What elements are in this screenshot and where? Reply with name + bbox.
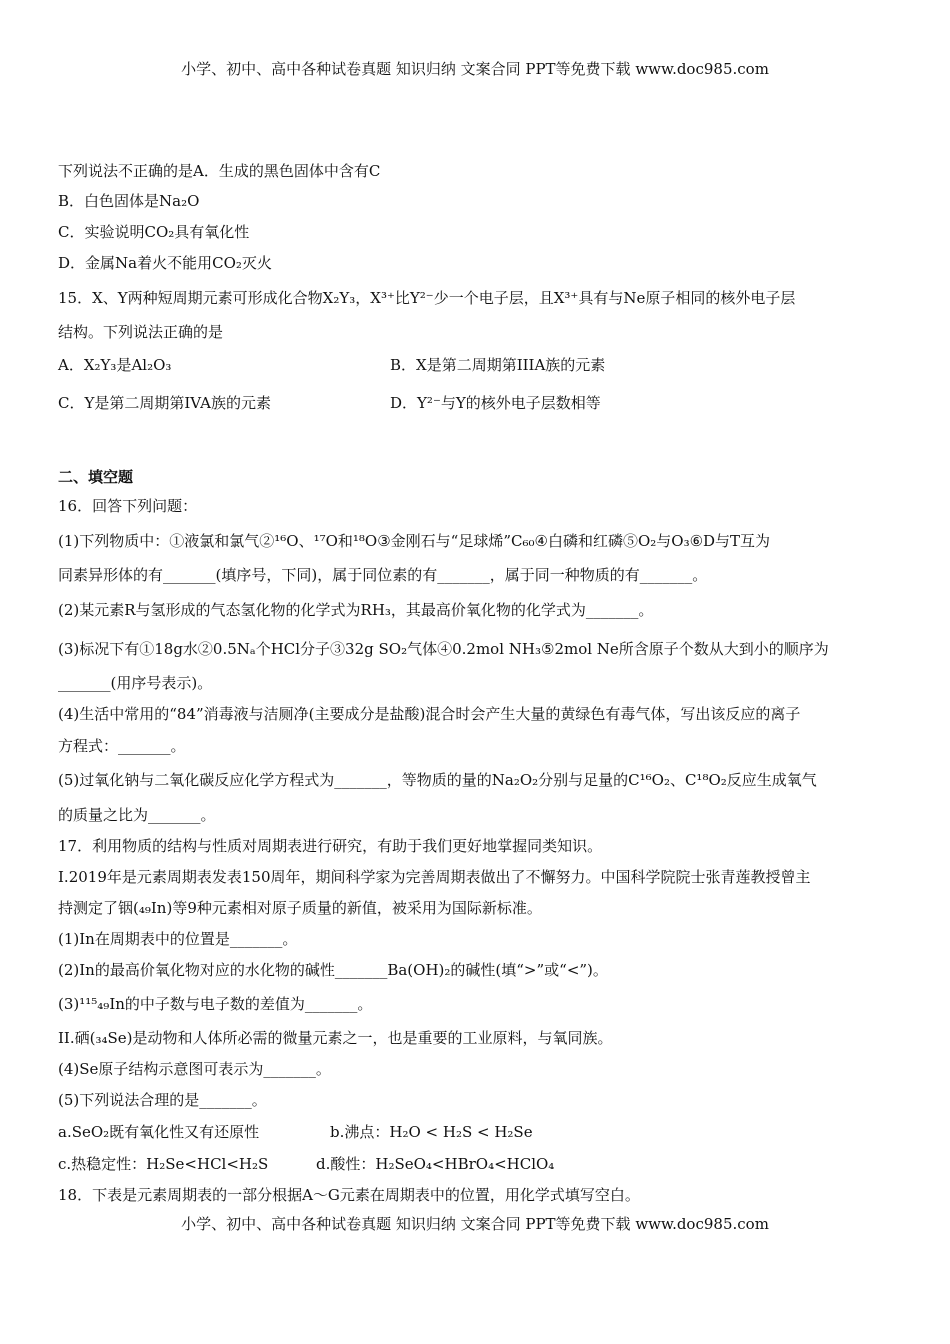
- q15-option-d: D．Y²⁻与Y的核外电子层数相等: [390, 394, 601, 412]
- q18-title: 18．下表是元素周期表的一部分根据A～G元素在周期表中的位置，用化学式填写空白。: [58, 1186, 640, 1204]
- q15-option-a: A．X₂Y₃是Al₂O₃: [58, 356, 172, 374]
- q16-part5-line1: (5)过氧化钠与二氧化碳反应化学方程式为_______，等物质的量的Na₂O₂分别与足量的C¹⁶O₂、C¹⁸O₂反应生成氧气: [58, 771, 817, 789]
- q16-part2: (2)某元素R与氢形成的气态氢化物的化学式为RH₃，其最高价氧化物的化学式为_______。: [58, 601, 654, 619]
- q16-part3-line2: _______(用序号表示)。: [58, 674, 213, 692]
- q16-part1-line1: (1)下列物质中：①液氯和氯气②¹⁶O、¹⁷O和¹⁸O③金刚石与“足球烯”C₆₀④白磷和红磷⑤O₂与O₃⑥D与T互为: [58, 532, 771, 550]
- q17-part4: (4)Se原子结构示意图可表示为_______。: [58, 1060, 331, 1078]
- q17-option-c: c.热稳定性：H₂Se<HCl<H₂S: [58, 1155, 269, 1173]
- page-header: 小学、初中、高中各种试卷真题 知识归纳 文案合同 PPT等免费下载 www.doc985.com: [181, 60, 769, 78]
- q15-option-b: B．X是第二周期第IIIA族的元素: [390, 356, 606, 374]
- q14-option-d: D．金属Na着火不能用CO₂灭火: [58, 254, 272, 272]
- section-title: 二、填空题: [58, 468, 134, 486]
- q17-option-b: b.沸点：H₂O < H₂S < H₂Se: [330, 1123, 533, 1141]
- q17-section-ii: II.硒(₃₄Se)是动物和人体所必需的微量元素之一，也是重要的工业原料，与氧同族。: [58, 1029, 613, 1047]
- q15-stem-line2: 结构。下列说法正确的是: [58, 323, 224, 341]
- q17-part2: (2)In的最高价氧化物对应的水化物的碱性_______Ba(OH)₂的碱性(填“>”或“<”)。: [58, 961, 608, 979]
- q17-intro-line2: 持测定了铟(₄₉In)等9种元素相对原子质量的新值，被采用为国际新标准。: [58, 899, 542, 917]
- q15-stem-line1: 15．X、Y两种短周期元素可形成化合物X₂Y₃，X³⁺比Y²⁻少一个电子层，且X³⁺具有与Ne原子相同的核外电子层: [58, 289, 796, 307]
- q16-part5-line2: 的质量之比为_______。: [58, 806, 216, 824]
- q14-stem: 下列说法不正确的是A．生成的黑色固体中含有C: [58, 162, 381, 180]
- q17-part5: (5)下列说法合理的是_______。: [58, 1091, 267, 1109]
- q16-part3-line1: (3)标况下有①18g水②0.5Nₐ个HCl分子③32g SO₂气体④0.2mol NH₃⑤2mol Ne所含原子个数从大到小的顺序为: [58, 640, 829, 658]
- q17-title: 17．利用物质的结构与性质对周期表进行研究，有助于我们更好地掌握同类知识。: [58, 837, 603, 855]
- q17-option-d: d.酸性：H₂SeO₄<HBrO₄<HClO₄: [316, 1155, 555, 1173]
- q16-title: 16．回答下列问题：: [58, 497, 198, 515]
- q16-part4-line1: (4)生活中常用的“84”消毒液与洁厕净(主要成分是盐酸)混合时会产生大量的黄绿色有毒气体，写出该反应的离子: [58, 705, 801, 723]
- q16-part1-line2: 同素异形体的有_______(填序号，下同)，属于同位素的有_______，属于同一种物质的有_______。: [58, 566, 708, 584]
- q14-option-c: C．实验说明CO₂具有氧化性: [58, 223, 250, 241]
- q14-option-b: B．白色固体是Na₂O: [58, 192, 200, 210]
- page-footer: 小学、初中、高中各种试卷真题 知识归纳 文案合同 PPT等免费下载 www.doc985.com: [181, 1215, 769, 1233]
- q16-part4-line2: 方程式：_______。: [58, 737, 186, 755]
- q17-part3: (3)¹¹⁵₄₉In的中子数与电子数的差值为_______。: [58, 995, 373, 1013]
- q17-intro-line1: I.2019年是元素周期表发表150周年，期间科学家为完善周期表做出了不懈努力。中国科学院院士张青莲教授曾主: [58, 868, 811, 886]
- q15-option-c: C．Y是第二周期第IVA族的元素: [58, 394, 271, 412]
- q17-option-a: a.SeO₂既有氧化性又有还原性: [58, 1123, 260, 1141]
- q17-part1: (1)In在周期表中的位置是_______。: [58, 930, 298, 948]
